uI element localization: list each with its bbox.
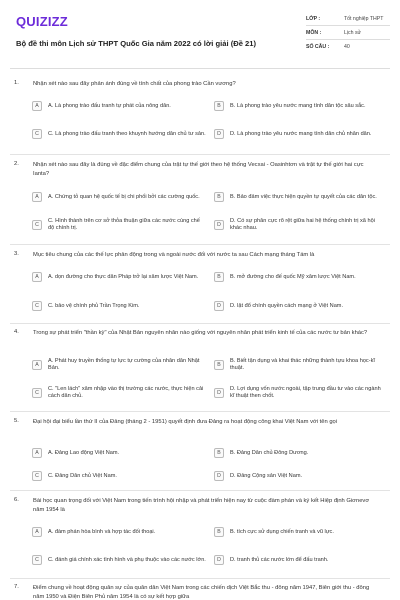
header-divider [10, 68, 390, 69]
answer-option-b[interactable] [214, 443, 386, 463]
answer-option-b[interactable] [214, 355, 386, 375]
option-text: B. Biết tận dụng và khai thác những thành tựu khoa học-kĩ thuật. [230, 358, 375, 371]
answer-option-a[interactable] [32, 522, 207, 542]
question-number: 5. [14, 418, 19, 424]
option-letter-box: A [32, 360, 42, 370]
option-text: A. dọn đường cho thực dân Pháp trở lại xâm lược Việt Nam. [48, 273, 199, 280]
question-divider [10, 578, 390, 579]
question-1 [14, 80, 386, 152]
worksheet-header [10, 8, 390, 66]
option-letter-box: C [32, 471, 42, 481]
question-text: Nhận xét nào sau đây là đúng về đặc điểm chung của trật tự thế giới theo hệ thống Vecxai - Oasinhtơn và trật tự thế giới hai cực Ianta? [33, 162, 364, 177]
option-text: C. Là phong trào đấu tranh theo khuynh hướng dân chủ tư sản. [48, 130, 206, 137]
option-text: B. Bảo đảm việc thực hiện quyền tự quyết của các dân tộc. [230, 193, 377, 200]
question-divider [10, 490, 390, 491]
option-text: C. Hình thành trên cơ sở thỏa thuận giữa các nước cùng chế độ chính trị. [48, 218, 200, 231]
meta-row-class [306, 12, 390, 26]
option-text: C. Đảng Dân chủ Việt Nam. [48, 472, 117, 479]
meta-label: SỐ CÂU : [306, 44, 330, 50]
question-divider [10, 154, 390, 155]
answer-option-a[interactable] [32, 187, 207, 207]
question-5 [14, 418, 386, 490]
option-letter-box: C [32, 555, 42, 565]
option-letter-box: C [32, 220, 42, 230]
option-text: D. Có sự phân cực rõ rệt giữa hai hệ thống chính trị xã hội khác nhau. [230, 218, 375, 231]
document-title: Bộ đề thi môn Lịch sử THPT Quốc Gia năm 2022 có lời giải (Đề 21) [16, 39, 257, 48]
question-number: 1. [14, 80, 19, 86]
question-text: Mục tiêu chung của các thế lực phản động trong và ngoài nước đối với nước ta sau Cách mạng tháng Tám là [33, 252, 315, 258]
option-text: A. Là phong trào đấu tranh tự phát của nông dân. [48, 102, 171, 109]
question-text: Bài học quan trọng đối với Việt Nam trong tiến trình hội nhập và phát triển hiện nay từ cuộc đàm phán và ký kết Hiệp định Giơnevơ năm 1954 là [33, 498, 370, 513]
option-text: B. Đảng Dân chủ Đông Dương. [230, 449, 309, 456]
question-number: 7. [14, 584, 19, 590]
option-letter-box: D [214, 555, 224, 565]
option-letter-box: C [32, 388, 42, 398]
question-number: 3. [14, 251, 19, 257]
meta-value: 40 [344, 44, 350, 50]
option-letter-box: A [32, 272, 42, 282]
option-letter-box: D [214, 388, 224, 398]
option-text: C. "Len lách" xâm nhập vào thị trường các nước, thực hiện cải cách dân chủ. [48, 386, 204, 399]
meta-label: LỚP : [306, 15, 321, 22]
answer-option-b[interactable] [214, 187, 386, 207]
option-letter-box: A [32, 101, 42, 111]
answer-option-c[interactable] [32, 383, 207, 403]
answer-option-b[interactable] [214, 96, 386, 116]
option-letter-box: C [32, 301, 42, 311]
meta-row-subject [306, 26, 390, 40]
answer-option-d[interactable] [214, 466, 386, 486]
answer-option-c[interactable] [32, 296, 207, 316]
option-letter-box: D [214, 220, 224, 230]
option-letter-box: A [32, 448, 42, 458]
answer-option-b[interactable] [214, 522, 386, 542]
question-text: Đại hội đại biểu lần thứ II của Đảng (tháng 2 - 1951) quyết định đưa Đảng ra hoạt động công khai Việt Nam với tên gọi [33, 419, 338, 425]
question-3 [14, 251, 386, 321]
option-letter-box: A [32, 192, 42, 202]
question-2 [14, 161, 386, 241]
option-text: A. Phát huy truyền thống tự lực tự cường của nhân dân Nhật Bản. [48, 358, 200, 371]
option-letter-box: B [214, 272, 224, 282]
answer-option-b[interactable] [214, 267, 386, 287]
question-6 [14, 497, 386, 577]
answer-option-d[interactable] [214, 215, 386, 235]
quizizz-logo: QUIZIZZ [16, 14, 68, 29]
answer-option-a[interactable] [32, 96, 207, 116]
answer-option-d[interactable] [214, 383, 386, 403]
option-text: D. Lợi dụng vốn nước ngoài, tập trung đầu tư vào các ngành kĩ thuật then chốt. [230, 386, 381, 399]
question-number: 4. [14, 329, 19, 335]
question-number: 2. [14, 161, 19, 167]
meta-table [306, 12, 390, 54]
option-letter-box: A [32, 527, 42, 537]
answer-option-a[interactable] [32, 355, 207, 375]
question-number: 6. [14, 497, 19, 503]
option-letter-box: C [32, 129, 42, 139]
question-text: Trong sự phát triển "thần kỳ" của Nhật Bản nguyên nhân nào giống với nguyên nhân phát triển kinh tế của các nước tư bản khác? [33, 330, 368, 336]
answer-option-c[interactable] [32, 215, 207, 235]
option-text: A. đàm phán hòa bình và hợp tác đối thoại. [48, 528, 156, 535]
meta-row-count [306, 40, 390, 54]
option-text: A. Chứng tỏ quan hệ quốc tế bị chi phối bởi các cường quốc. [48, 193, 200, 200]
answer-option-d[interactable] [214, 296, 386, 316]
answer-option-c[interactable] [32, 466, 207, 486]
answer-option-a[interactable] [32, 443, 207, 463]
option-text: C. bảo vệ chính phủ Trần Trọng Kim. [48, 302, 140, 309]
option-letter-box: B [214, 360, 224, 370]
option-text: C. đánh giá chính xác tình hình và phụ thuộc vào các nước lớn. [48, 556, 206, 563]
meta-label: MÔN : [306, 29, 322, 36]
question-text: Điểm chung về hoạt động quân sự của quân dân Việt Nam trong các chiến dịch Việt Bắc thu - đông năm 1947, Biên giới thu - đông năm 1950 và Điện Biên Phủ năm 1954 là có sự kết hợp giữa [33, 585, 370, 600]
option-text: B. mở đường cho đế quốc Mỹ xâm lược Việt Nam. [230, 273, 356, 280]
option-text: D. Là phong trào yêu nước mang tính dân chủ nhân dân. [230, 130, 372, 137]
option-letter-box: D [214, 129, 224, 139]
option-text: D. tranh thủ các nước lớn để đấu tranh. [230, 556, 329, 563]
question-text: Nhận xét nào sau đây phản ánh đúng về tính chất của phong trào Cần vương? [33, 81, 236, 87]
answer-option-d[interactable] [214, 550, 386, 570]
option-letter-box: D [214, 301, 224, 311]
option-text: B. tích cực sử dụng chiến tranh và vũ lực. [230, 528, 334, 535]
question-7 [14, 584, 386, 600]
question-divider [10, 411, 390, 412]
answer-option-a[interactable] [32, 267, 207, 287]
meta-value: Tốt nghiệp THPT [344, 15, 384, 22]
option-letter-box: B [214, 527, 224, 537]
option-letter-box: D [214, 471, 224, 481]
option-text: B. Là phong trào yêu nước mang tính dân tộc sâu sắc. [230, 102, 366, 109]
option-letter-box: B [214, 448, 224, 458]
answer-option-c[interactable] [32, 124, 207, 144]
option-letter-box: B [214, 101, 224, 111]
option-text: D. Đảng Cộng sản Việt Nam. [230, 472, 303, 479]
question-divider [10, 323, 390, 324]
answer-option-c[interactable] [32, 550, 207, 570]
answer-option-d[interactable] [214, 124, 386, 144]
question-divider [10, 244, 390, 245]
option-text: D. lật đổ chính quyền cách mạng ở Việt Nam. [230, 302, 344, 309]
option-letter-box: B [214, 192, 224, 202]
meta-value: Lịch sử [344, 29, 362, 36]
option-text: A. Đảng Lao động Việt Nam. [48, 449, 120, 456]
question-4 [14, 329, 386, 409]
